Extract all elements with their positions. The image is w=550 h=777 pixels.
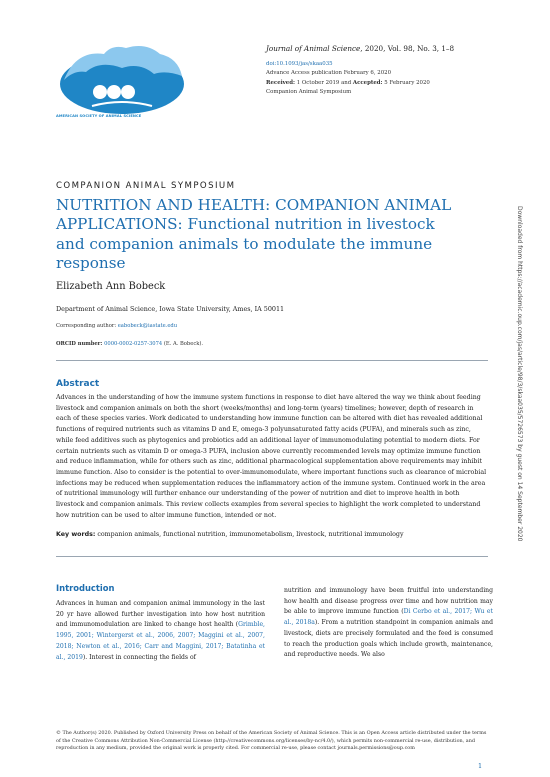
asas-logo	[56, 40, 186, 124]
abstract-text: Advances in the understanding of how the immune system functions in response to diet have altered the way we think about feeding livestock and companion animals on both the short (weeks/months) and long-term (years) timelines; however, depth of research in each of these species varies. Work dedicated to understanding how immune function can be altered with diet has revealed additional functions of required nutrients such as vitamins D and E, omega-3 polyunsaturated fatty acids (PUFA), and minerals such as zinc, while feed additives such as phytogenics and probiotics add an additional layer of immunomodulating potential to modern diets. For certain nutrients such as vitamin D or omega-3 PUFA, inclusion above currently recommended levels may optimize immune function and reduce inflammation, while for others such as zinc, additional pharmacological supplementation above requirements may inhibit immune function. Also to consider is the potential to over-immunomodulate, where important functions such as clearance of microbial infections may be reduced when supplementation reduces the inflammatory action of the immune system. Continued work in the area of nutritional immunology will further enhance our understanding of the power of nutrition and diet to improve health in both livestock and companion animals. This review collects examples from several species to highlight the work completed to understand how nutrition can be used to alter immune function, intended or not.	[56, 394, 487, 519]
intro-column-right	[284, 586, 493, 661]
abstract-heading: Abstract	[56, 379, 100, 389]
symposium-line: Companion Animal Symposium	[266, 89, 352, 96]
journal-name: Journal of Animal Science	[266, 44, 361, 53]
intro-right-text-b: ). From a nutrition standpoint in companion animals and livestock, diets are precisely formulated and the feed is consumed to reach the production goals which include growth, maintenance, and reproductive needs. We also	[284, 619, 493, 659]
divider-top	[56, 360, 488, 361]
received-accepted	[266, 79, 430, 88]
copyright-notice: © The Author(s) 2020. Published by Oxford University Press on behalf of the American Society of Animal Science. This is an Open Access article distributed under the terms of the Creative Commons Attribution Non-Commercial License (http://creativecommons.org/licenses/by-nc/4.0/), which permits non-commercial re-use, distribution, and reproduction in any medium, provided the original work is properly cited. For commercial re-use, please contact journals.permissions@oup.com	[56, 730, 487, 752]
orcid-label: ORCID number:	[56, 341, 105, 347]
corresponding-label: Corresponding author:	[56, 323, 118, 329]
doi-link[interactable]: doi:10.1093/jas/skaa035	[266, 61, 333, 67]
divider-bottom	[56, 556, 488, 557]
journal-volume: , 2020, Vol. 98, No. 3, 1–8	[360, 44, 455, 53]
keywords-label: Key words:	[56, 531, 96, 538]
logo-caption: AMERICAN SOCIETY OF ANIMAL SCIENCE	[56, 114, 142, 118]
page-number: 1	[478, 762, 483, 770]
intro-right-text-a: nutrition and immunology have been fruitful into understanding how health and disease progress over time and how nutrition may be able to improve immune function (	[284, 587, 493, 616]
accepted-label: Accepted:	[352, 79, 383, 86]
article-meta	[266, 60, 430, 98]
corresponding-author	[56, 323, 177, 329]
orcid-link[interactable]: 0000-0002-0257-3074	[104, 341, 163, 347]
received-label: Received:	[266, 79, 295, 86]
section-label: COMPANION ANIMAL SYMPOSIUM	[56, 181, 236, 191]
orcid-suffix: (E. A. Bobeck).	[162, 341, 204, 347]
keywords-list: companion animals, functional nutrition, immunometabolism, livestock, nutritional immunology	[95, 531, 404, 538]
download-note: Downloaded from https://academic.oup.com/jas/article/98/3/skaa035/5726573 by guest on 14 September 2020	[516, 206, 523, 542]
intro-left-citations[interactable]: Grimble, 1995, 2001; Wintergerst et al., 2006, 2007; Maggini et al., 2007, 2018; Newton et al., 2016; Carr and Maggini, 2017; Batatinha et al., 2019	[56, 621, 265, 661]
intro-right-citations[interactable]: Di Cerbo et al., 2017; Wu et al., 2018a	[284, 608, 493, 627]
author-name: Elizabeth Ann Bobeck	[56, 281, 166, 292]
advance-access: Advance Access publication February 6, 2020	[266, 70, 392, 77]
corresponding-email-link[interactable]: eabobeck@iastate.edu	[117, 323, 178, 329]
logo-figure-1	[93, 85, 107, 99]
intro-left-text-a: Advances in human and companion animal immunology in the last 20 yr have allowed further investigation into how host nutrition and immunomodulation are linked to change host health (	[56, 600, 265, 629]
logo-figure-3	[121, 85, 135, 99]
received-date: 1 October 2019 and	[295, 79, 353, 86]
accepted-date: 5 February 2020	[382, 79, 430, 86]
logo-figure-2	[107, 85, 121, 99]
introduction-heading: Introduction	[56, 583, 115, 593]
journal-citation	[266, 44, 454, 53]
affiliation: Department of Animal Science, Iowa State University, Ames, IA 50011	[56, 305, 285, 313]
orcid-line	[56, 341, 203, 347]
keywords-line	[56, 531, 488, 538]
intro-left-text-b: ). Interest in connecting the fields of	[82, 653, 196, 661]
intro-column-left	[56, 599, 265, 663]
article-title: NUTRITION AND HEALTH: COMPANION ANIMAL APPLICATIONS: Functional nutrition in livestock and companion animals to modulate the immune response	[56, 196, 452, 273]
